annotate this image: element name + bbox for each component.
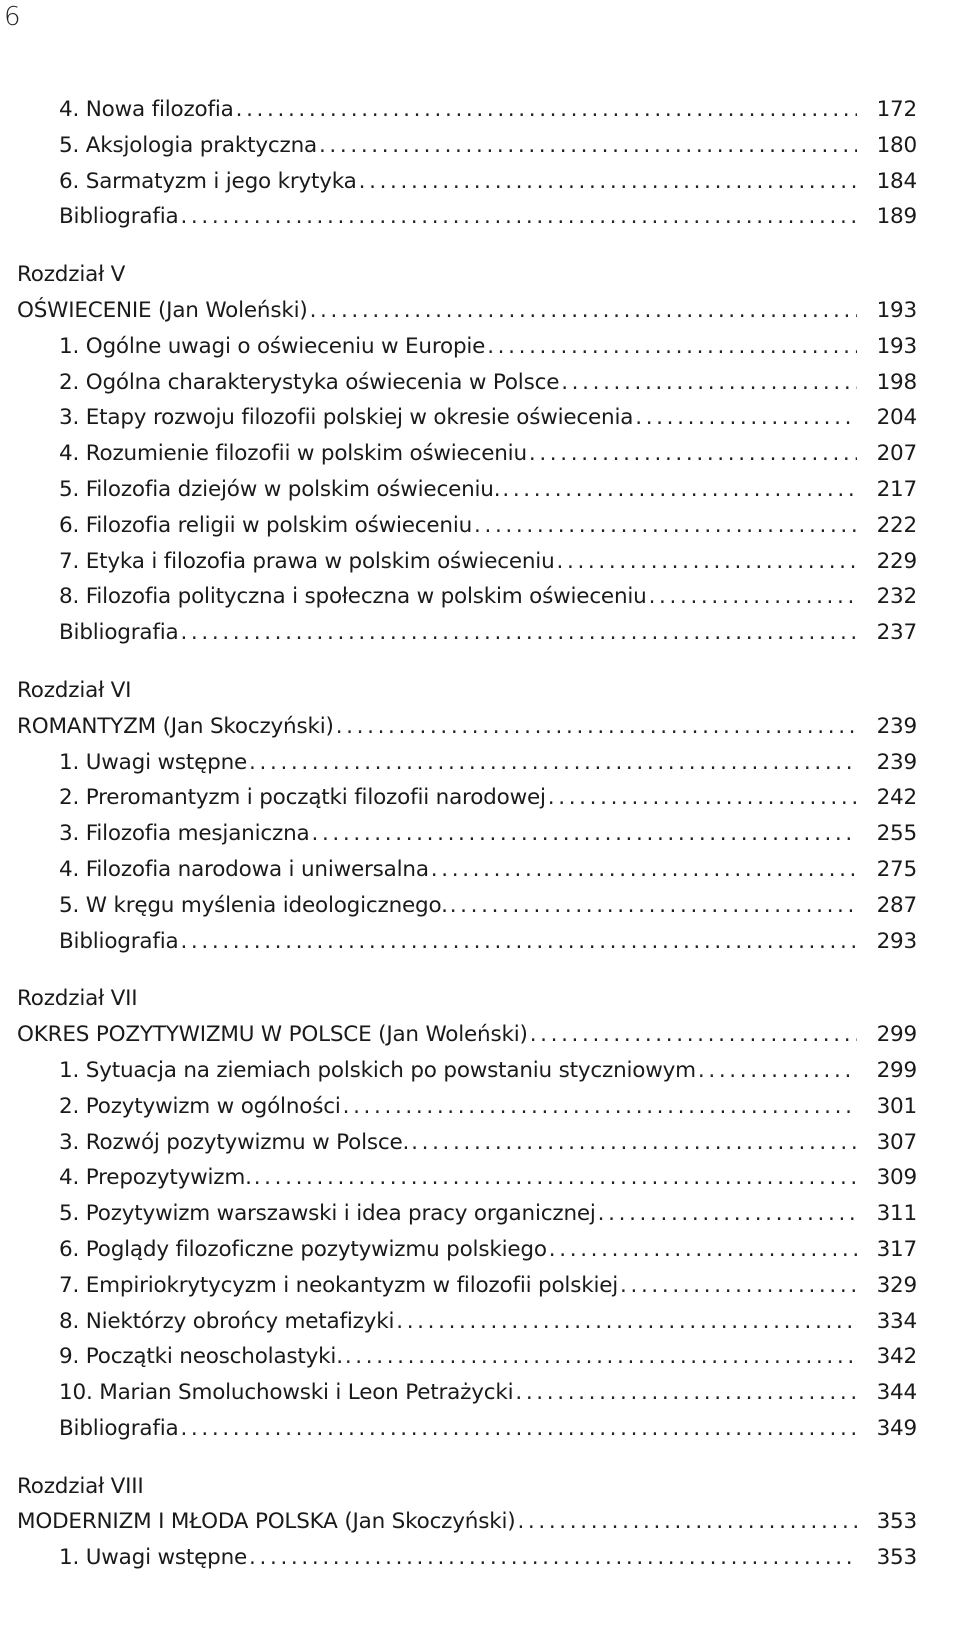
dot-leader xyxy=(411,1125,857,1161)
dot-leader xyxy=(359,164,857,200)
toc-entry xyxy=(17,816,917,852)
toc-entry xyxy=(17,780,917,816)
dot-leader xyxy=(548,780,857,816)
dot-leader xyxy=(635,400,857,436)
dot-leader xyxy=(649,579,857,615)
dot-leader xyxy=(180,199,857,235)
toc-entry-title: ROMANTYZM (Jan Skoczyński) xyxy=(17,713,334,739)
toc-entry-title: Bibliografia xyxy=(59,204,179,230)
dot-leader xyxy=(487,329,857,365)
toc-entry-title: 1. Uwagi wstępne xyxy=(59,749,248,775)
toc-entry-page: 189 xyxy=(876,204,917,230)
toc-entry xyxy=(17,924,917,960)
toc-entry-page: 309 xyxy=(876,1165,917,1191)
chapter-label: Rozdział VI xyxy=(17,677,132,703)
toc-entry-title: 9. Początki neoscholastyki. xyxy=(59,1344,343,1370)
dot-leader xyxy=(549,1232,857,1268)
toc-entry-page: 242 xyxy=(876,785,917,811)
toc-entry xyxy=(17,199,917,235)
chapter-label: Rozdział VIII xyxy=(17,1473,144,1499)
dot-leader xyxy=(236,92,857,128)
chapter-heading xyxy=(17,1017,917,1053)
dot-leader xyxy=(598,1196,857,1232)
toc-entry-title: OŚWIECENIE (Jan Woleński) xyxy=(17,297,308,323)
toc-entry-title: 5. Filozofia dziejów w polskim oświeceniu. xyxy=(59,476,501,502)
toc-entry xyxy=(17,400,917,436)
toc-entry xyxy=(17,1339,917,1375)
toc-entry-title: 8. Niektórzy obrońcy metafizyki xyxy=(59,1308,395,1334)
dot-leader xyxy=(450,888,857,924)
chapter-label: Rozdział V xyxy=(17,262,126,288)
toc-entry-title: 4. Rozumienie filozofii w polskim oświeceniu xyxy=(59,441,527,467)
toc-entry-page: 207 xyxy=(876,441,917,467)
toc-entry xyxy=(17,436,917,472)
toc-entry-page: 287 xyxy=(876,892,917,918)
toc-entry xyxy=(17,1196,917,1232)
toc-entry-page: 193 xyxy=(876,333,917,359)
toc-entry-title: 1. Ogólne uwagi o oświeceniu w Europie xyxy=(59,333,486,359)
toc-entry xyxy=(17,745,917,781)
toc-entry-title: Bibliografia xyxy=(59,620,179,646)
chapter-label: Rozdział VII xyxy=(17,986,138,1012)
toc-entry xyxy=(17,1375,917,1411)
toc-entry-title: 10. Marian Smoluchowski i Leon Petrażycki xyxy=(59,1380,514,1406)
toc-entry xyxy=(17,1232,917,1268)
toc-entry-title: 6. Sarmatyzm i jego krytyka xyxy=(59,168,357,194)
dot-leader xyxy=(502,472,857,508)
toc-entry-page: 237 xyxy=(876,620,917,646)
toc-entry xyxy=(17,615,917,651)
dot-leader xyxy=(515,1375,857,1411)
toc-entry-page: 193 xyxy=(876,297,917,323)
toc-entry xyxy=(17,888,917,924)
toc-entry-page: 334 xyxy=(876,1308,917,1334)
toc-entry-title: 4. Filozofia narodowa i uniwersalna xyxy=(59,856,429,882)
chapters xyxy=(17,257,917,1576)
chapter-heading xyxy=(17,1504,917,1540)
toc-entry-page: 222 xyxy=(876,512,917,538)
toc-entry xyxy=(17,164,917,200)
toc-entry-title: 6. Filozofia religii w polskim oświeceniu xyxy=(59,512,473,538)
dot-leader xyxy=(557,544,857,580)
toc-entry xyxy=(17,1160,917,1196)
dot-leader xyxy=(345,1339,857,1375)
toc-entry-page: 255 xyxy=(876,821,917,847)
toc-entry-page: 301 xyxy=(876,1093,917,1119)
toc-entry-title: Bibliografia xyxy=(59,1415,179,1441)
toc-entry-title: OKRES POZYTYWIZMU W POLSCE (Jan Woleński) xyxy=(17,1022,528,1048)
toc-entry-page: 172 xyxy=(876,97,917,122)
toc-entry-title: 7. Empiriokrytycyzm i neokantyzm w filozofii polskiej xyxy=(59,1272,619,1298)
dot-leader xyxy=(396,1304,857,1340)
toc-entry xyxy=(17,92,917,128)
dot-leader xyxy=(343,1089,857,1125)
toc-entry-page: 311 xyxy=(876,1201,917,1227)
chapter-block xyxy=(17,257,917,651)
toc-entry-page: 299 xyxy=(876,1022,917,1048)
toc-entry xyxy=(17,1304,917,1340)
dot-leader xyxy=(561,365,857,401)
continued-entries xyxy=(17,92,917,235)
toc-entry-page: 198 xyxy=(876,369,917,395)
toc-entry-title: 6. Poglądy filozoficzne pozytywizmu polskiego xyxy=(59,1236,547,1262)
toc-entry-title: MODERNIZM I MŁODA POLSKA (Jan Skoczyński) xyxy=(17,1509,516,1535)
dot-leader xyxy=(698,1053,857,1089)
toc-entry xyxy=(17,1125,917,1161)
toc-entry xyxy=(17,1089,917,1125)
table-of-contents xyxy=(17,92,917,1576)
toc-entry-title: 1. Sytuacja na ziemiach polskich po powstaniu styczniowym xyxy=(59,1057,696,1083)
toc-entry-title: 2. Preromantyzm i początki filozofii narodowej xyxy=(59,785,546,811)
toc-entry-title: 3. Filozofia mesjaniczna xyxy=(59,821,310,847)
toc-entry-page: 232 xyxy=(876,584,917,610)
toc-entry xyxy=(17,1411,917,1447)
dot-leader xyxy=(180,924,857,960)
toc-entry xyxy=(17,544,917,580)
dot-leader xyxy=(254,1160,857,1196)
toc-entry-page: 349 xyxy=(876,1415,917,1441)
toc-entry-page: 239 xyxy=(876,713,917,739)
toc-entry-title: 1. Uwagi wstępne xyxy=(59,1545,248,1571)
dot-leader xyxy=(517,1504,857,1540)
toc-entry-title: 4. Nowa filozofia xyxy=(59,97,234,122)
dot-leader xyxy=(310,293,857,329)
toc-entry-title: 8. Filozofia polityczna i społeczna w polskim oświeceniu xyxy=(59,584,647,610)
dot-leader xyxy=(180,615,857,651)
toc-entry-title: 2. Pozytywizm w ogólności xyxy=(59,1093,341,1119)
toc-entry-page: 344 xyxy=(876,1380,917,1406)
dot-leader xyxy=(180,1411,857,1447)
toc-entry-title: 5. Pozytywizm warszawski i idea pracy organicznej xyxy=(59,1201,596,1227)
dot-leader xyxy=(319,128,857,164)
dot-leader xyxy=(336,709,857,745)
toc-entry-page: 293 xyxy=(876,928,917,954)
toc-entry-title: 5. W kręgu myślenia ideologicznego. xyxy=(59,892,448,918)
dot-leader xyxy=(249,1540,857,1576)
toc-entry xyxy=(17,329,917,365)
toc-entry-page: 184 xyxy=(876,168,917,194)
toc-entry-page: 204 xyxy=(876,405,917,431)
toc-entry-page: 239 xyxy=(876,749,917,775)
chapter-block xyxy=(17,673,917,959)
toc-entry-title: 2. Ogólna charakterystyka oświecenia w Polsce xyxy=(59,369,560,395)
dot-leader xyxy=(474,508,857,544)
toc-entry-page: 229 xyxy=(876,548,917,574)
page-number: 6 xyxy=(4,2,21,32)
toc-entry-title: 5. Aksjologia praktyczna xyxy=(59,132,317,158)
toc-entry-page: 342 xyxy=(876,1344,917,1370)
toc-entry xyxy=(17,579,917,615)
toc-entry xyxy=(17,365,917,401)
toc-entry xyxy=(17,852,917,888)
toc-entry xyxy=(17,128,917,164)
dot-leader xyxy=(530,1017,857,1053)
dot-leader xyxy=(431,852,857,888)
toc-entry-page: 353 xyxy=(876,1509,917,1535)
toc-entry xyxy=(17,508,917,544)
dot-leader xyxy=(249,745,857,781)
toc-entry-title: 3. Etapy rozwoju filozofii polskiej w okresie oświecenia xyxy=(59,405,634,431)
toc-entry xyxy=(17,1268,917,1304)
chapter-heading xyxy=(17,293,917,329)
toc-entry-title: 3. Rozwój pozytywizmu w Polsce. xyxy=(59,1129,410,1155)
chapter-block xyxy=(17,1469,917,1576)
toc-entry xyxy=(17,1053,917,1089)
toc-entry-title: 4. Prepozytywizm. xyxy=(59,1165,252,1191)
chapter-heading xyxy=(17,709,917,745)
toc-entry-page: 307 xyxy=(876,1129,917,1155)
toc-entry-page: 180 xyxy=(876,132,917,158)
toc-entry-title: 7. Etyka i filozofia prawa w polskim oświeceniu xyxy=(59,548,555,574)
toc-entry-page: 217 xyxy=(876,476,917,502)
toc-entry-title: Bibliografia xyxy=(59,928,179,954)
toc-entry xyxy=(17,1540,917,1576)
toc-entry-page: 353 xyxy=(876,1545,917,1571)
toc-entry-page: 275 xyxy=(876,856,917,882)
toc-entry xyxy=(17,472,917,508)
dot-leader xyxy=(620,1268,857,1304)
dot-leader xyxy=(311,816,857,852)
toc-entry-page: 299 xyxy=(876,1057,917,1083)
chapter-block xyxy=(17,981,917,1446)
toc-entry-page: 317 xyxy=(876,1236,917,1262)
dot-leader xyxy=(529,436,857,472)
toc-entry-page: 329 xyxy=(876,1272,917,1298)
